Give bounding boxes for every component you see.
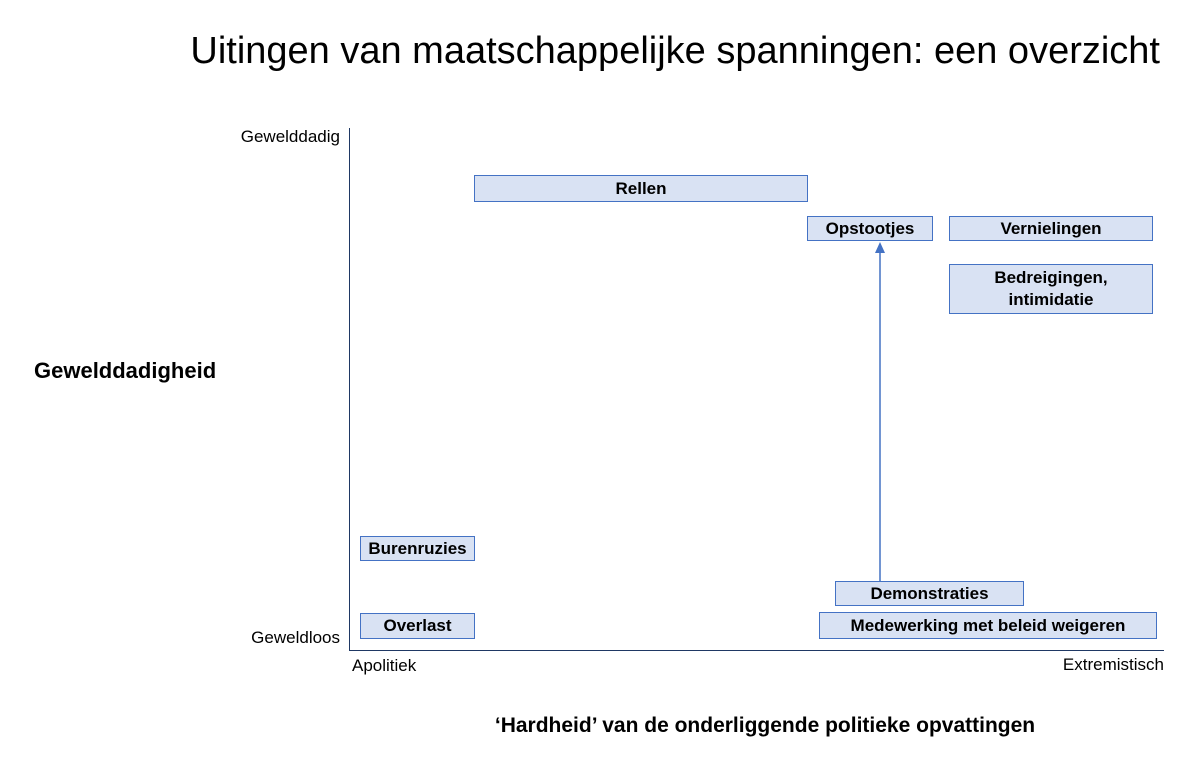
x-axis-title: ‘Hardheid’ van de onderliggende politieke opvattingen [494,714,1036,737]
box-bedreigingen: Bedreigingen, intimidatie [949,264,1153,314]
x-axis-left-label: Apolitiek [352,656,417,675]
y-axis-title: Gewelddadigheid [34,358,217,383]
x-axis-right-label: Extremistisch [1062,655,1164,674]
box-vernielingen: Vernielingen [949,216,1153,241]
box-demonstraties: Demonstraties [835,581,1024,606]
escalation-arrow-head [875,242,885,253]
y-axis-bottom-label: Geweldloos [251,628,340,647]
box-opstootjes: Opstootjes [807,216,933,241]
box-burenruzies: Burenruzies [360,536,475,561]
box-overlast: Overlast [360,613,475,639]
page-title: Uitingen van maatschappelijke spanningen: een overzicht [190,30,1160,72]
y-axis-line [349,128,350,651]
x-axis-line [349,650,1164,651]
box-rellen: Rellen [474,175,808,202]
box-medewerking: Medewerking met beleid weigeren [819,612,1157,639]
y-axis-top-label: Gewelddadig [240,127,340,146]
